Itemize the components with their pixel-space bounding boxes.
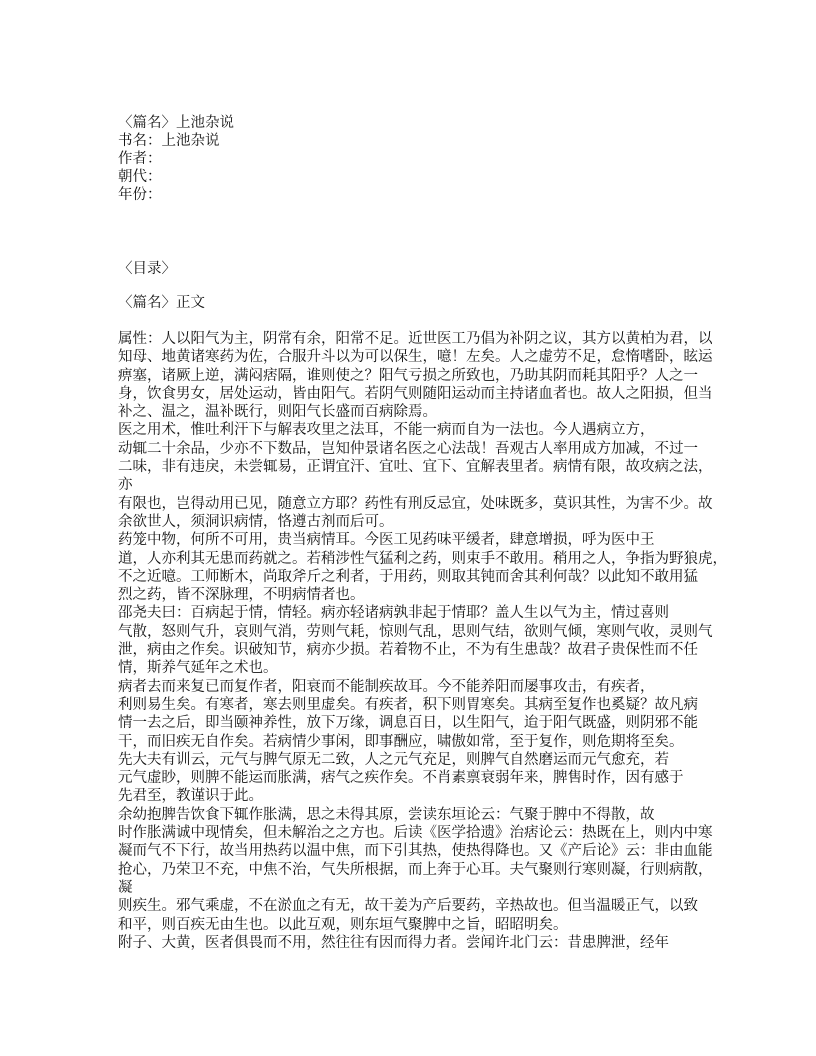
text-line: 余欲世人，须洞识病情，恪遵古剂而后可。: [118, 513, 394, 530]
text-line: 余幼抱脾告饮食下辄作胀满，思之未得其原，尝读东垣论云：气聚于脾中不得散，故: [118, 806, 655, 823]
document-page: [118, 114, 727, 952]
dynasty-field: 朝代：: [118, 169, 162, 185]
text-line: 凝而气不下行，故当用热药以温中焦，而下引其热，使热得降也。又《产后论》云：非由血能: [118, 843, 713, 860]
text-line: 邵尧夫曰：百病起于情，情轻。病亦轻诸病孰非起于情耶？盖人生以气为主，情过喜则: [118, 605, 669, 622]
text-line: 道，人亦利其无患而药就之。若稍涉性气猛利之药，则束手不敢用。稍用之人，争指为野狼虎，: [118, 550, 727, 567]
text-line: 二味，非有违戾，未尝辄易，正谓宜汗、宜吐、宜下、宜解表里者。病情有限，故攻病之法，: [118, 459, 713, 476]
text-line: 痹塞，诸厥上逆，满闷痞隔，谁则使之？阳气亏损之所致也，乃助其阴而耗其阳乎？人之一: [118, 367, 698, 384]
text-line: 则疾生。邪气乘虚，不在淤血之有无，故干姜为产后要药，辛热故也。但当温暖正气，以致: [118, 898, 698, 915]
chapter-title: 〈篇名〉上池杂说: [118, 115, 234, 131]
text-line: 动辄二十余品，少亦不下数品，岂知仲景诸名医之心法哉！吾观古人率用成方加减，不过一: [118, 440, 698, 457]
text-line: 气散，怒则气升，哀则气消，劳则气耗，惊则气乱，思则气结，欲则气倾，寒则气收，灵则气: [118, 623, 713, 640]
toc-heading: 〈目录〉: [118, 261, 176, 277]
text-line: 情，斯养气延年之术也。: [118, 660, 278, 677]
text-line: 身，饮食男女，居处运动，皆由阳气。若阴气则随阳运动而主持诸血者也。故人之阳损，但当: [118, 385, 713, 402]
text-line: 有限也，岂得动用已见，随意立方耶？药性有刑反忌宜，处味既多，莫识其性，为害不少。故: [118, 495, 713, 512]
text-line: 先大夫有训云，元气与脾气原无二致，人之元气充足，则脾气自然磨运而元气愈充，若: [118, 751, 669, 768]
text-line: 干，而旧疾无自作矣。若病情少事闲，即事酬应，啸傲如常，至于复作，则危期将至矣。: [118, 733, 684, 750]
text-line: 元气虚眇，则脾不能运而胀满，痞气之疾作矣。不肖素禀衰弱年来，脾售时作，因有感于: [118, 770, 684, 787]
text-line: 凝: [118, 879, 133, 896]
text-line: 病者去而来复已而复作者，阳衰而不能制疾故耳。今不能养阳而屡事攻击，有疾者，: [118, 678, 655, 695]
text-line: 药笼中物，何所不可用，贵当病情耳。今医工见药味平缓者，肆意增损，呼为医中王: [118, 532, 655, 549]
text-line: 附子、大黄，医者俱畏而不用，然往往有因而得力者。尝闻许北门云：昔患脾泄，经年: [118, 934, 669, 951]
book-name: 书名：上池杂说: [118, 133, 220, 149]
text-line: 利则易生矣。有寒者，寒去则里虚矣。有疾者，积下则胃寒矣。其病至复作也奚疑？故凡病: [118, 696, 698, 713]
text-line: 和平，则百疾无由生也。以此互观，则东垣气聚脾中之旨，昭昭明矣。: [118, 916, 568, 933]
text-line: 不之近噫。工师断木，尚取斧斤之利者，于用药，则取其钝而舍其利何哉？以此知不敢用猛: [118, 568, 698, 585]
text-line: 属性：人以阳气为主，阴常有余，阳常不足。近世医工乃倡为补阴之议，其方以黄柏为君，以: [118, 331, 713, 347]
year-field: 年份：: [118, 187, 162, 203]
author-field: 作者：: [118, 151, 162, 167]
text-line: 泄，病由之作矣。识破知节，病亦少损。若着物不止，不为有生患哉？故君子贵保性而不任: [118, 642, 698, 659]
text-line: 抢心，乃荣卫不充，中焦不治，气失所根据，而上奔于心耳。夫气聚则行寒则凝，行则病散，: [118, 861, 713, 878]
text-line: 知母、地黄诸寒药为佐，合服升斗以为可以保生，噫！左矣。人之虚劳不足，怠惰嗜卧，眩运: [118, 349, 713, 366]
text-line: 时作胀满诚中现情矣，但未解治之之方也。后读《医学拾遗》治痞论云：热既在上，则内中寒: [118, 825, 713, 842]
text-line: 烈之药，皆不深脉理，不明病情者也。: [118, 587, 365, 604]
text-line: 亦: [118, 477, 133, 494]
text-line: 补之、温之，温补既行，则阳气长盛而百病除焉。: [118, 404, 437, 421]
document-metadata: [118, 114, 718, 204]
text-line: 先君至，教谨识于此。: [118, 788, 263, 805]
text-line: 医之用术，惟吐利汗下与解表攻里之法耳，不能一病而自为一法也。今人遇病立方，: [118, 422, 655, 439]
text-line: 情一去之后，即当颐神养性，放下万缘，调息百日，以生阳气，迨于阳气既盛，则阴邪不能: [118, 715, 698, 732]
section-heading: 〈篇名〉正文: [118, 295, 205, 311]
body-text: [118, 330, 727, 952]
